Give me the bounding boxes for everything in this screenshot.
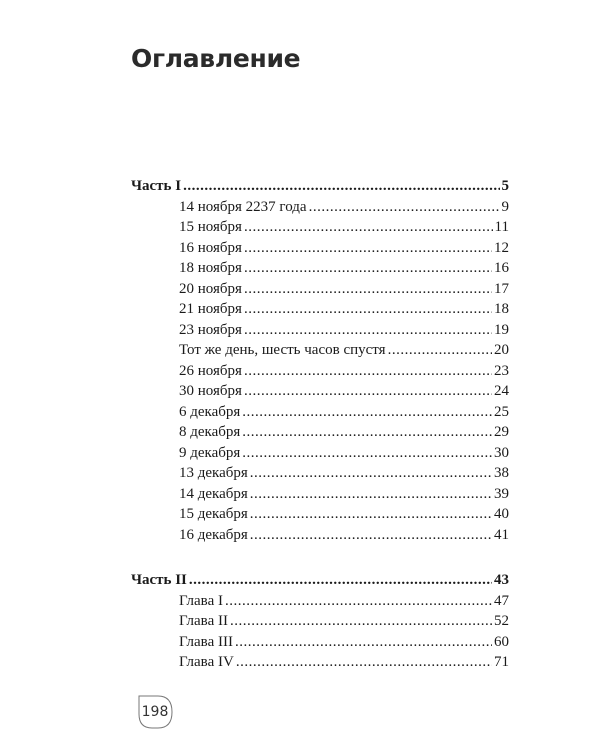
dot-leader	[244, 381, 492, 402]
dot-leader	[236, 652, 492, 673]
dot-leader	[244, 238, 492, 259]
toc-entry[interactable]	[131, 361, 509, 382]
toc-entry[interactable]	[131, 611, 509, 632]
toc-entry-label: Глава IV	[179, 654, 234, 670]
dot-leader	[242, 422, 492, 443]
toc-part-1[interactable]	[131, 176, 509, 197]
toc-entry-label: Глава II	[179, 613, 228, 629]
toc-page-number: 24	[494, 383, 509, 399]
toc-entry-label: Тот же день, шесть часов спустя	[179, 342, 386, 358]
dot-leader	[244, 279, 492, 300]
dot-leader	[242, 402, 492, 423]
toc-entry-label: 13 декабря	[179, 465, 248, 481]
toc-entry[interactable]	[131, 381, 509, 402]
toc-entry[interactable]	[131, 652, 509, 673]
dot-leader	[225, 591, 492, 612]
toc-entry-label: 9 декабря	[179, 444, 241, 461]
page-number-badge	[136, 694, 174, 730]
page-number: 198	[141, 704, 169, 720]
toc-page-number: 17	[494, 280, 509, 297]
toc-entry[interactable]	[131, 632, 509, 653]
dot-leader	[250, 463, 492, 484]
toc-entry-label: 14 ноября 2237 года	[179, 198, 307, 215]
toc-page-number: 11	[494, 219, 509, 235]
toc-entry[interactable]	[131, 525, 509, 546]
dot-leader	[189, 570, 492, 591]
dot-leader	[250, 525, 492, 546]
dot-leader	[309, 197, 500, 218]
toc-entry-label: 16 ноября	[179, 239, 242, 256]
dot-leader	[250, 484, 492, 505]
toc-part-label: Часть II	[131, 572, 187, 588]
toc-entry-label: 15 декабря	[179, 506, 248, 522]
toc-entry[interactable]	[131, 217, 509, 238]
dot-leader	[230, 611, 492, 632]
toc-entry[interactable]	[131, 197, 509, 218]
toc-entry[interactable]	[131, 484, 509, 505]
toc-page-number: 20	[494, 342, 509, 358]
toc-page-number: 9	[501, 198, 509, 215]
dot-leader	[244, 361, 492, 382]
toc-entry-label: 15 ноября	[179, 219, 242, 235]
toc-entry-label: 6 декабря	[179, 403, 241, 420]
toc-page-number: 40	[494, 506, 509, 522]
toc-entry-label: 18 ноября	[179, 260, 242, 276]
toc-entry[interactable]	[131, 504, 509, 525]
toc-entry-label: 8 декабря	[179, 424, 241, 440]
toc-entry-label: 14 декабря	[179, 485, 248, 502]
toc-entry[interactable]	[131, 299, 509, 320]
toc-page-number: 52	[494, 613, 509, 629]
toc-page-number: 25	[494, 403, 509, 420]
toc-page-number: 41	[494, 526, 509, 543]
toc-entry[interactable]	[131, 422, 509, 443]
toc-page-number: 39	[494, 485, 509, 502]
toc-entry[interactable]	[131, 279, 509, 300]
toc-page-number: 5	[501, 178, 509, 194]
dot-leader	[244, 320, 492, 341]
toc-page-number: 30	[494, 444, 509, 461]
toc-entry-label: 26 ноября	[179, 362, 242, 379]
dot-leader	[242, 443, 492, 464]
toc-entry-label: 16 декабря	[179, 526, 248, 543]
toc-entry-label: Глава I	[179, 592, 223, 609]
toc-part-label: Часть I	[131, 178, 182, 194]
dot-leader	[244, 258, 492, 279]
toc-page-number: 47	[494, 592, 509, 609]
toc-part-2[interactable]	[131, 570, 509, 591]
toc-page-number: 23	[494, 362, 509, 379]
table-of-contents	[131, 176, 509, 673]
toc-page-number: 19	[494, 321, 509, 338]
toc-page-number: 38	[494, 465, 509, 481]
dot-leader	[244, 299, 492, 320]
toc-page-number: 12	[494, 239, 509, 256]
dot-leader	[244, 217, 493, 238]
toc-entry[interactable]	[131, 402, 509, 423]
toc-entry-label: 21 ноября	[179, 301, 242, 317]
dot-leader	[183, 176, 499, 197]
toc-entry[interactable]	[131, 463, 509, 484]
toc-entry[interactable]	[131, 258, 509, 279]
toc-page-number: 29	[494, 424, 509, 440]
dot-leader	[388, 340, 492, 361]
toc-entry-label: 23 ноября	[179, 321, 242, 338]
toc-entry[interactable]	[131, 340, 509, 361]
toc-page-number: 60	[494, 633, 509, 650]
toc-page-number: 71	[494, 654, 509, 670]
toc-entry-label: 30 ноября	[179, 383, 242, 399]
page-title: Оглавление	[131, 44, 301, 73]
toc-entry-label: 20 ноября	[179, 280, 242, 297]
dot-leader	[235, 632, 492, 653]
toc-entry[interactable]	[131, 591, 509, 612]
toc-page-number: 18	[494, 301, 509, 317]
toc-entry[interactable]	[131, 443, 509, 464]
toc-page-number: 43	[494, 572, 509, 588]
toc-page-number: 16	[494, 260, 509, 276]
toc-entry[interactable]	[131, 238, 509, 259]
toc-entry-label: Глава III	[179, 633, 233, 650]
toc-entry[interactable]	[131, 320, 509, 341]
dot-leader	[250, 504, 492, 525]
